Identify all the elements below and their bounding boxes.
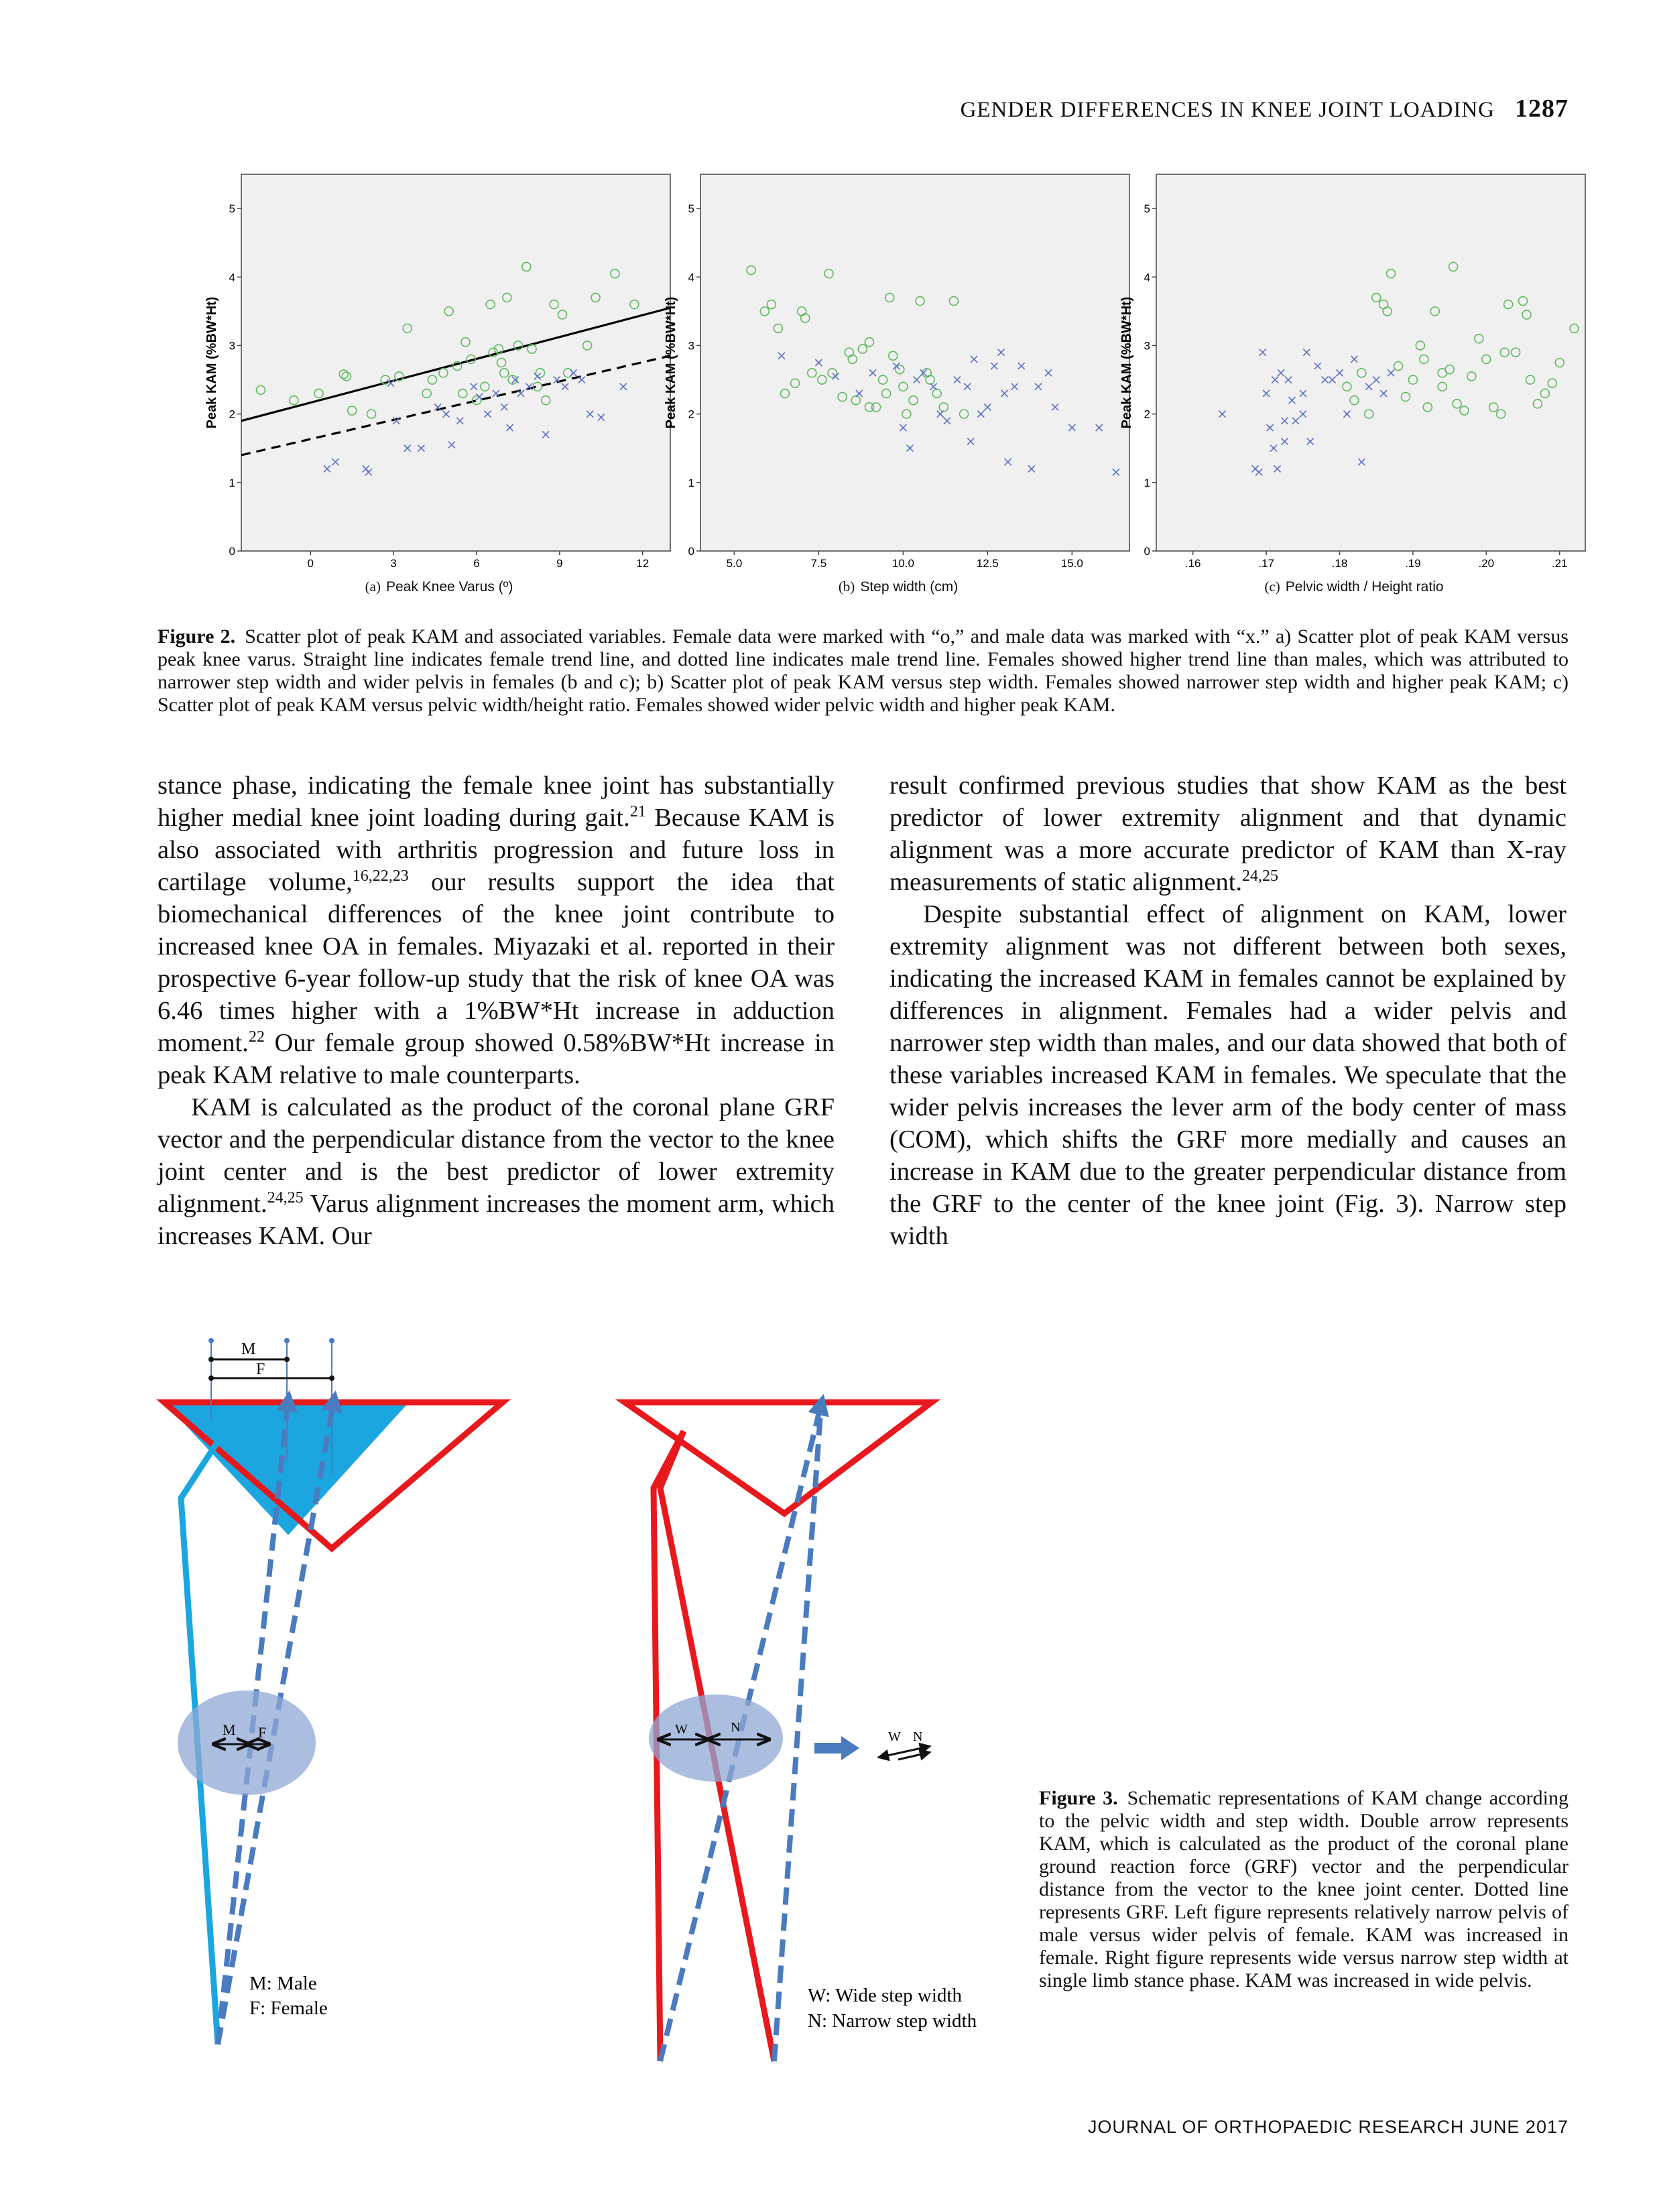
- x-tick-label: 10.0: [892, 557, 914, 570]
- side-arrow-w: [878, 1746, 930, 1758]
- x-tick-label: .19: [1405, 557, 1421, 570]
- y-tick-label: 1: [688, 476, 694, 489]
- y-tick-label: 2: [1144, 408, 1150, 421]
- figure-3-schematic: [147, 1327, 1019, 2091]
- figure-3-caption-text: Schematic representations of KAM change according to the pelvic width and step width. Double arrow represents KAM, which is calculated as the product of the coronal plane ground reaction force (GRF) vector and the perpendicular distance from the vector to the knee joint center. Dotted line represents GRF. Left figure represents relatively narrow pelvis of male versus wider pelvis of female. KAM was increased in female. Right figure represents wide versus narrow step width at single limb stance phase. KAM was increased in wide pelvis.: [1039, 1787, 1569, 1991]
- width-bar-end: [208, 1357, 214, 1362]
- y-tick-label: 4: [1144, 271, 1150, 284]
- plot-area-c: [1156, 174, 1585, 551]
- width-bar-end: [329, 1375, 334, 1381]
- scatter-plot-a: [201, 171, 677, 573]
- figure-2-caption: [158, 625, 1569, 717]
- knee-joint-right: [649, 1695, 783, 1782]
- legend-narrow: N: Narrow step width: [808, 2010, 977, 2032]
- legend-wide: W: Wide step width: [808, 1985, 962, 2006]
- x-axis-caption-b: [660, 578, 1136, 595]
- x-tick-label: 6: [473, 557, 480, 570]
- page-number: 1287: [1515, 95, 1569, 123]
- y-tick-label: 1: [229, 476, 235, 489]
- y-tick-label: 2: [229, 408, 235, 421]
- figure-2-label: Figure 2.: [158, 625, 236, 648]
- y-axis-label-c: Peak KAM (%BW*Ht): [1119, 296, 1134, 429]
- x-tick-label: .20: [1478, 557, 1495, 570]
- scatter-panel-b: [660, 171, 1136, 613]
- x-tick-label: 0: [307, 557, 314, 570]
- scatter-panel-c: [1116, 171, 1592, 613]
- text-run: Our female group showed 0.58%BW*Ht increase in peak KAM relative to male counterparts.: [158, 1029, 835, 1089]
- figure-3-caption: [1039, 1787, 1569, 1992]
- y-tick-label: 0: [229, 545, 235, 558]
- x-tick-label: 12.5: [976, 557, 999, 570]
- legend-female: F: Female: [249, 1998, 328, 2019]
- text-run: KAM is calculated as the product of the coronal plane GRF vector and the perpendicular distance from the vector to the knee joint center and is the best predictor of lower extremity alignment.: [158, 1093, 835, 1218]
- citation: 21: [629, 803, 646, 821]
- x-axis-caption-c: [1116, 578, 1592, 595]
- y-tick-label: 5: [688, 202, 694, 216]
- shift-arrow-icon: [814, 1736, 859, 1760]
- x-tick-label: 9: [556, 557, 563, 570]
- paragraph: [889, 898, 1566, 1252]
- y-tick-label: 5: [1144, 202, 1150, 216]
- figure-2-caption-text: Scatter plot of peak KAM and associated variables. Female data were marked with “o,” and male data was marked with “x.” a) Scatter plot of peak KAM versus peak knee varus. Straight line indicates female trend line, and dotted line indicates male trend line. Females showed higher trend line than males, which was attributed to narrower step width and wider pelvis in females (b and c); b) Scatter plot of peak KAM versus step width. Females showed narrower step width and higher peak KAM; c) Scatter plot of peak KAM versus pelvic width/height ratio. Females showed wider pelvic width and higher peak KAM.: [158, 625, 1569, 716]
- y-tick-label: 0: [688, 545, 694, 558]
- width-bar-end: [284, 1357, 290, 1362]
- guide-dot: [208, 1338, 214, 1343]
- text-run: Because KAM is also associated with arthritis progression and future loss in cartilage volume,: [158, 804, 835, 896]
- scatter-panel-a: [201, 171, 677, 613]
- legend-male: M: Male: [249, 1973, 317, 1994]
- scatter-plot-b: [660, 171, 1136, 573]
- x-tick-label: .18: [1331, 557, 1348, 570]
- body-column-left: [158, 770, 835, 1252]
- x-axis-label-b: Step width (cm): [860, 579, 959, 595]
- panel-letter-c: (c): [1264, 578, 1280, 595]
- x-tick-label: 15.0: [1060, 557, 1083, 570]
- y-tick-label: 3: [688, 339, 694, 353]
- plot-area-b: [700, 174, 1129, 551]
- guide-dot: [329, 1338, 334, 1343]
- scatter-plot-c: [1116, 171, 1592, 573]
- x-tick-label: 5.0: [726, 557, 743, 570]
- text-run: Despite substantial effect of alignment on KAM, lower extremity alignment was not different between both sexes, indicating the increased KAM in females cannot be explained by differences in alignment. Females had a wider pelvis and narrower step width than males, and our data showed that both of these variables increased KAM in females. We speculate that the wider pelvis increases the lever arm of the body center of mass (COM), which shifts the GRF more medially and causes an increase in KAM due to the greater perpendicular distance from the GRF to the center of the knee joint (Fig. 3). Narrow step width: [889, 900, 1566, 1250]
- y-tick-label: 2: [688, 408, 694, 421]
- knee-label-w: W: [675, 1722, 688, 1737]
- x-axis-caption-a: [201, 578, 677, 595]
- text-run: Varus alignment increases the moment arm, which increases KAM. Our: [158, 1190, 835, 1250]
- knee-label-m: M: [223, 1721, 236, 1738]
- side-arrow-n: [898, 1752, 930, 1760]
- y-tick-label: 4: [229, 271, 235, 284]
- y-tick-label: 1: [1144, 476, 1150, 489]
- body-column-right: [889, 770, 1566, 1252]
- y-axis-label-a: Peak KAM (%BW*Ht): [204, 296, 219, 429]
- x-axis-label-a: Peak Knee Varus (º): [385, 579, 513, 595]
- width-bar-end: [208, 1375, 214, 1381]
- knee-joint-left: [178, 1691, 316, 1795]
- y-tick-label: 3: [229, 339, 235, 353]
- knee-label-n: N: [731, 1720, 741, 1735]
- journal-footer: JOURNAL OF ORTHOPAEDIC RESEARCH JUNE 2017: [1087, 2117, 1569, 2137]
- x-tick-label: 12: [636, 557, 650, 570]
- y-tick-label: 0: [1144, 545, 1150, 558]
- running-head: [871, 94, 1569, 123]
- side-label-n: N: [913, 1729, 923, 1744]
- y-tick-label: 5: [229, 202, 235, 216]
- pelvis-width-diagram: [164, 1338, 503, 2044]
- x-tick-label: .17: [1258, 557, 1274, 570]
- paragraph: [889, 770, 1566, 898]
- top-label-m: M: [241, 1341, 256, 1358]
- x-axis-label-c: Pelvic width / Height ratio: [1285, 579, 1444, 595]
- x-tick-label: .21: [1551, 557, 1568, 570]
- text-run: our results support the idea that biomechanical differences of the knee joint contribute to increased knee OA in females. Miyazaki et al. reported in their prospective 6-year follow-up study that the risk of knee OA was 6.46 times higher with a 1%BW*Ht increase in adduction moment.: [158, 868, 835, 1057]
- guide-dot: [284, 1338, 290, 1343]
- text-run: result confirmed previous studies that show KAM as the best predictor of lower extremity alignment and that dynamic alignment was a more accurate predictor of KAM than X-ray measurements of static alignment.: [889, 772, 1566, 896]
- running-head-title: GENDER DIFFERENCES IN KNEE JOINT LOADING: [960, 98, 1495, 122]
- citation: 24,25: [1242, 867, 1279, 885]
- y-tick-label: 4: [688, 271, 694, 284]
- x-tick-label: 7.5: [810, 557, 827, 570]
- figure-3-label: Figure 3.: [1039, 1787, 1118, 1809]
- panel-letter-a: (a): [365, 578, 381, 595]
- side-label-w: W: [888, 1729, 901, 1744]
- x-tick-label: .16: [1184, 557, 1201, 570]
- paragraph: [158, 1091, 835, 1252]
- text-run: stance phase, indicating the female knee joint has substantially higher medial knee joint loading during gait.: [158, 772, 835, 832]
- panel-letter-b: (b): [838, 578, 855, 595]
- citation: 16,22,23: [352, 867, 409, 885]
- y-tick-label: 3: [1144, 339, 1150, 353]
- paragraph: [158, 770, 835, 1091]
- step-width-diagram: [625, 1402, 977, 2061]
- citation: 24,25: [267, 1189, 304, 1207]
- x-tick-label: 3: [390, 557, 397, 570]
- citation: 22: [248, 1028, 265, 1046]
- y-axis-label-b: Peak KAM (%BW*Ht): [664, 296, 678, 429]
- plot-area-a: [241, 174, 670, 551]
- knee-label-f: F: [258, 1724, 267, 1741]
- top-label-f: F: [256, 1361, 265, 1378]
